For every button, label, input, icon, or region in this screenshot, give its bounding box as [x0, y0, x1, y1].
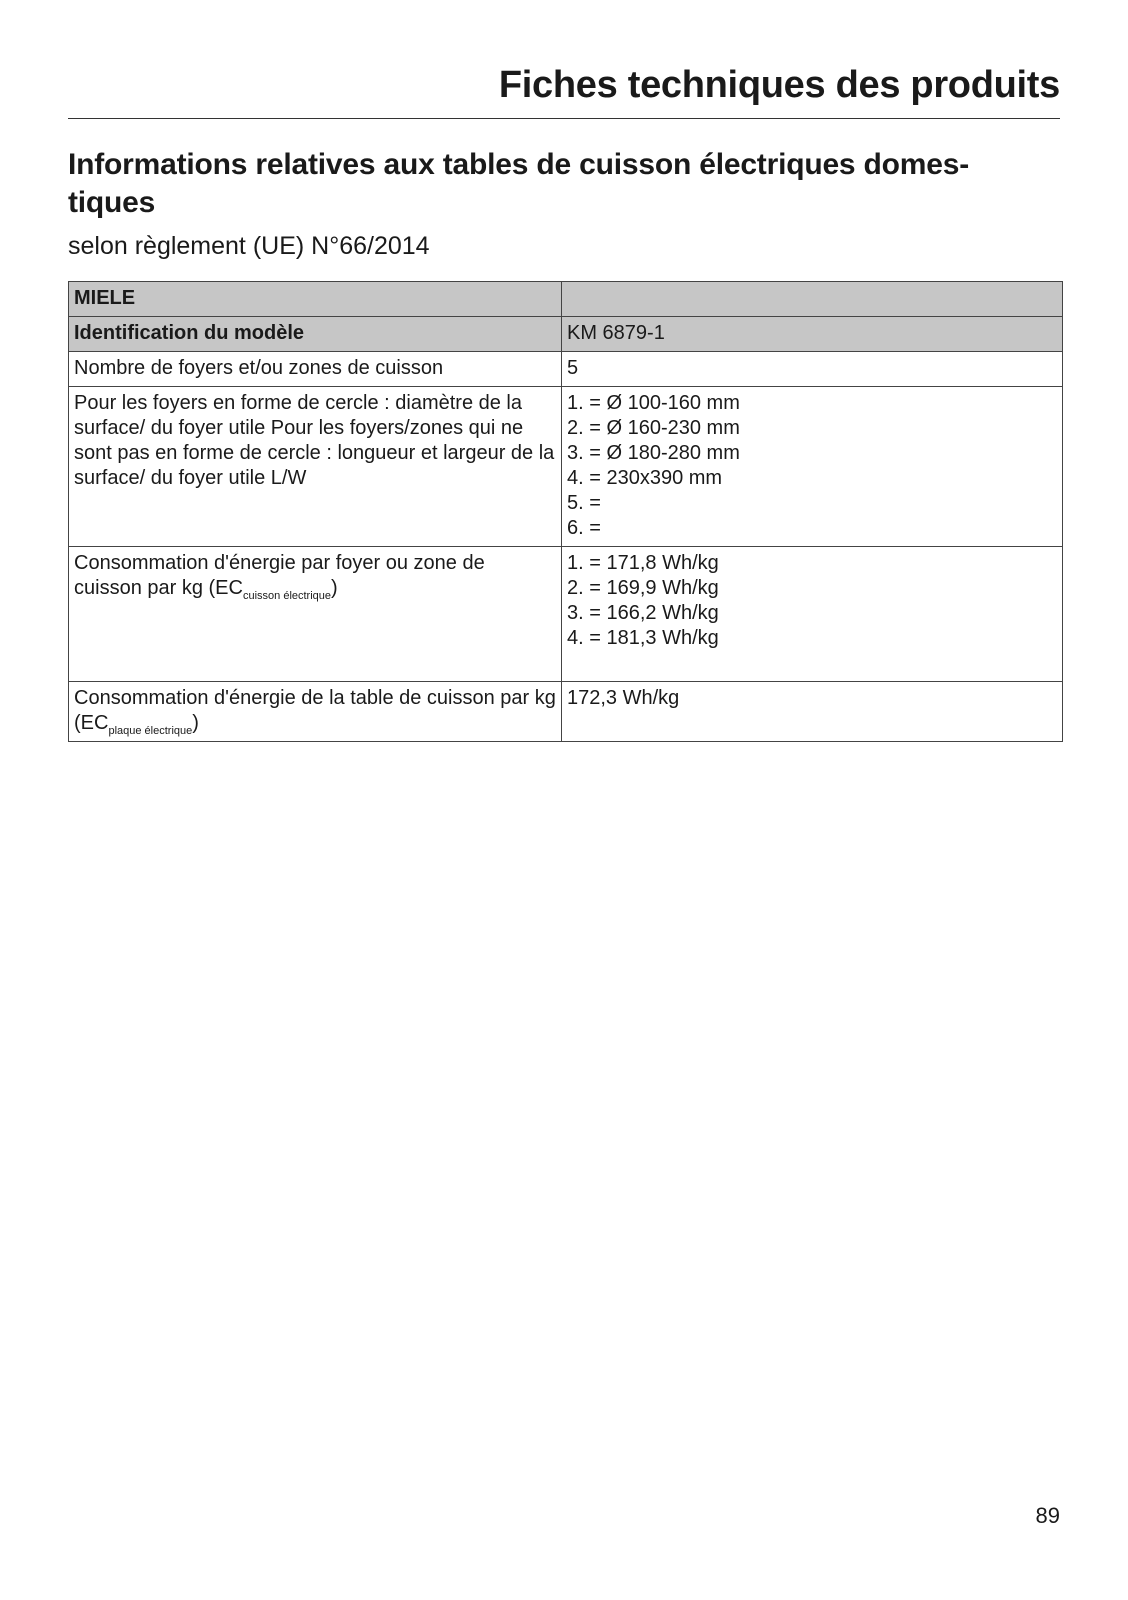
header-divider [68, 118, 1060, 119]
table-row-model [69, 317, 1063, 352]
zone-energy-item: 2. = 169,9 Wh/kg [567, 577, 719, 599]
zone-energy-item: 1. = 171,8 Wh/kg [567, 552, 719, 574]
dimensions-values [562, 387, 1063, 547]
table-row-dimensions [69, 387, 1063, 547]
table-row-hob-energy [69, 682, 1063, 742]
dimension-item: 4. = 230x390 mm [567, 467, 723, 489]
table-row-zones-count [69, 352, 1063, 387]
dimension-item: 5. = [567, 492, 601, 514]
brand-value [562, 282, 1063, 317]
zone-energy-values [562, 547, 1063, 682]
dimensions-label-text: Pour les foyers en forme de cercle : diamètre de la surface/ du foyer utile Pour les foyers/zones qui ne sont pas en forme de cercle : longueur et largeur de la surface/ du foyer utile L/W [74, 392, 555, 489]
brand-label: MIELE [69, 282, 562, 317]
zones-count-value: 5 [562, 352, 1063, 387]
hob-energy-value: 172,3 Wh/kg [562, 682, 1063, 742]
table-row-brand [69, 282, 1063, 317]
hob-energy-label: Consommation d'énergie de la table de cuisson par kg $(EC_{plaque électrique})$ [69, 682, 562, 742]
page-number: 89 [1035, 1503, 1060, 1528]
zone-energy-label: Consommation d'énergie par foyer ou zone de cuisson par kg $(EC_{cuisson électrique})$ [69, 547, 562, 682]
page-header-title: Fiches techniques des produits [498, 64, 1060, 106]
section-subtitle: selon règlement (UE) N°66/2014 [68, 232, 430, 260]
spec-table [68, 281, 1063, 742]
hob-energy-subscript: plaque électrique [108, 725, 193, 737]
model-label: Identification du modèle [69, 317, 562, 352]
zone-energy-label-text: Consommation d'énergie par foyer ou zone de cuisson par kg (EC [74, 552, 485, 599]
zone-energy-subscript: cuisson électrique [242, 590, 332, 602]
hob-energy-label-text: Consommation d'énergie de la table de cuisson par kg (EC [74, 687, 556, 734]
zones-count-label: Nombre de foyers et/ou zones de cuisson [69, 352, 562, 387]
zone-energy-item: 4. = 181,3 Wh/kg [567, 627, 719, 649]
dimension-item: 2. = Ø 160-230 mm [567, 417, 740, 439]
dimension-item: 3. = Ø 180-280 mm [567, 442, 740, 464]
zone-energy-item: 3. = 166,2 Wh/kg [567, 602, 719, 624]
model-value: KM 6879-1 [562, 317, 1063, 352]
section-title: Informations relatives aux tables de cuisson électriques domes- tiques [68, 148, 970, 219]
dimensions-label [69, 387, 562, 547]
dimension-item: 6. = [567, 517, 601, 539]
dimension-item: 1. = Ø 100-160 mm [567, 392, 740, 414]
table-row-zone-energy [69, 547, 1063, 682]
